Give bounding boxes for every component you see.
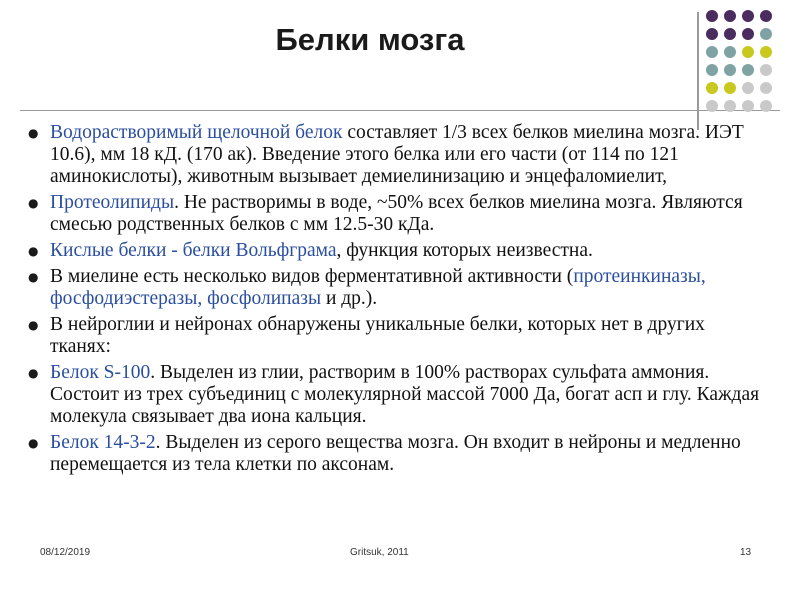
- decor-dot-grid: [706, 10, 796, 130]
- bullet-item: [28, 432, 768, 476]
- bullet-text: . Не растворимы в воде, ~50% всех белков миелина мозга. Являются смесью родственных белков с мм 12.5-30 кДа.: [50, 192, 743, 235]
- decor-dot: [724, 82, 736, 94]
- bullet-text: . Выделен из серого вещества мозга. Он входит в нейроны и медленно перемещается из тела клетки по аксонам.: [50, 432, 741, 475]
- bullet-item: [28, 266, 768, 310]
- decor-vertical-line: [697, 12, 699, 130]
- bullet-text: составляет 1/3 всех белков миелина мозга. ИЭТ 10.6), мм 18 кД. (170 ак). Введение этого белка или его части (от 114 по 121 аминокислоты), животным вызывает демиелинизацию и энцефаломиелит,: [50, 122, 744, 187]
- bullet-text: В нейроглии и нейронах обнаружены уникальные белки, которых нет в других тканях:: [50, 314, 705, 357]
- decor-dot: [760, 64, 772, 76]
- decor-dot: [742, 10, 754, 22]
- highlight-term: Белок S-100: [50, 362, 151, 383]
- decor-dot: [724, 100, 736, 112]
- decor-dot: [760, 100, 772, 112]
- decor-horizontal-line: [20, 110, 780, 111]
- bullet-icon: ●: [28, 244, 39, 258]
- decor-dot: [760, 82, 772, 94]
- decor-dot: [760, 28, 772, 40]
- decor-dot: [760, 46, 772, 58]
- decor-dot: [706, 10, 718, 22]
- bullet-icon: ●: [28, 126, 39, 140]
- bullet-text: и др.).: [321, 288, 378, 309]
- bullet-item: [28, 362, 768, 428]
- decor-dot: [760, 10, 772, 22]
- decor-dot: [706, 28, 718, 40]
- decor-dot: [724, 28, 736, 40]
- bullet-text: В миелине есть несколько видов ферментативной активности (: [50, 266, 574, 287]
- bullet-item: [28, 192, 768, 236]
- highlight-term: Протеолипиды: [50, 192, 175, 213]
- bullet-item: [28, 240, 768, 262]
- bullet-icon: ●: [28, 436, 39, 450]
- bullet-item: [28, 122, 768, 188]
- bullet-text: , функция которых неизвестна.: [336, 240, 593, 261]
- slide-title: Белки мозга: [275, 22, 465, 57]
- footer-author: Gritsuk, 2011: [350, 547, 409, 558]
- decor-dot: [724, 46, 736, 58]
- bullet-icon: ●: [28, 366, 39, 380]
- bullet-icon: ●: [28, 196, 39, 210]
- decor-dot: [724, 64, 736, 76]
- decor-dot: [742, 100, 754, 112]
- bullet-list: [28, 122, 768, 480]
- bullet-icon: ●: [28, 270, 39, 284]
- bullet-icon: ●: [28, 318, 39, 332]
- bullet-text: . Выделен из глии, растворим в 100% растворах сульфата аммония. Состоит из трех субъединиц с молекулярной массой 7000 Да, богат асп и глу. Каждая молекула связывает два иона кальция.: [50, 362, 760, 427]
- decor-dot: [706, 46, 718, 58]
- decor-dot: [742, 28, 754, 40]
- decor-dot: [724, 10, 736, 22]
- decor-dot: [706, 82, 718, 94]
- footer-page-number: 13: [740, 547, 752, 558]
- footer-date: 08/12/2019: [40, 547, 91, 558]
- bullet-item: [28, 314, 768, 358]
- decor-dot: [742, 46, 754, 58]
- decor-dot: [706, 100, 718, 112]
- decor-dot: [742, 82, 754, 94]
- highlight-term: протеинкиназы, фосфодиэстеразы, фосфолипазы: [50, 266, 706, 309]
- highlight-term: Белок 14-3-2: [50, 432, 156, 453]
- decor-dot: [706, 64, 718, 76]
- decor-dot: [742, 64, 754, 76]
- highlight-term: Водорастворимый щелочной белок: [50, 122, 343, 143]
- highlight-term: Кислые белки - белки Вольфграма: [50, 240, 337, 261]
